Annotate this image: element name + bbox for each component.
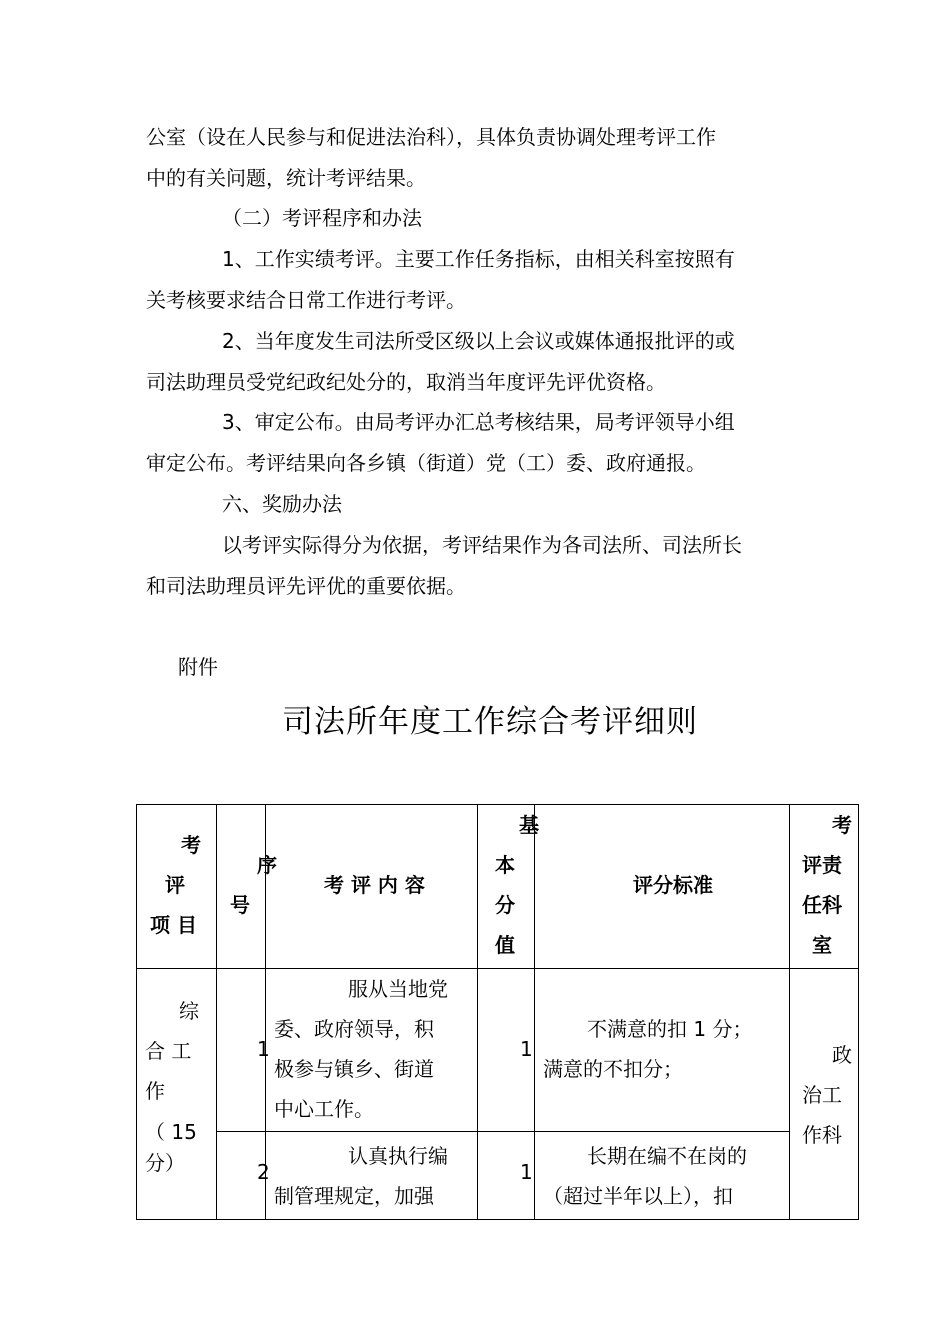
base-score-cell xyxy=(478,969,535,1132)
table-row xyxy=(137,969,859,1132)
content-cell xyxy=(266,969,478,1132)
content-text: 极参与镇乡、街道 xyxy=(274,1057,434,1081)
header-category-text: 考 xyxy=(181,833,201,857)
header-content xyxy=(266,805,478,969)
paragraph-line: 司法助理员受党纪政纪处分的，取消当年度评先评优资格。 xyxy=(146,370,666,394)
header-base-text: 本 xyxy=(495,853,515,877)
category-text: 分） xyxy=(145,1151,185,1175)
paragraph-line: 审定公布。考评结果向各乡镇（街道）党（工）委、政府通报。 xyxy=(146,451,706,475)
seq-text: 1 xyxy=(257,1037,270,1061)
header-seq xyxy=(217,805,277,969)
seq-text: 2 xyxy=(257,1160,270,1184)
category-text: 综 xyxy=(179,999,199,1023)
category-text: 合 工 xyxy=(145,1039,192,1063)
paragraph-line: 2、当年度发生司法所受区级以上会议或媒体通报批评的或 xyxy=(222,329,735,353)
header-standard xyxy=(535,805,790,969)
header-base-text: 基 xyxy=(519,813,539,837)
dept-text: 治工 xyxy=(802,1083,842,1107)
dept-text: 作科 xyxy=(802,1123,842,1147)
header-seq-text: 序 xyxy=(257,853,277,877)
paragraph-line: 以考评实际得分为依据，考评结果作为各司法所、司法所长 xyxy=(222,533,742,557)
content-text: 服从当地党 xyxy=(348,977,448,1001)
content-text: 认真执行编 xyxy=(348,1144,448,1168)
header-seq-text: 号 xyxy=(230,893,250,917)
evaluation-table xyxy=(136,804,859,1220)
section-heading: （二）考评程序和办法 xyxy=(222,206,422,230)
base-score-text: 1 xyxy=(520,1160,533,1184)
standard-text: 长期在编不在岗的 xyxy=(587,1144,747,1168)
standard-text: 不满意的扣 1 分； xyxy=(587,1017,753,1041)
content-text: 委、政府领导，积 xyxy=(274,1017,434,1041)
table-header-row xyxy=(137,805,859,969)
paragraph-line: 1、工作实绩考评。主要工作任务指标，由相关科室按照有 xyxy=(222,247,735,271)
header-standard-text: 评分标准 xyxy=(633,873,713,897)
paragraph-line: 公室（设在人民参与和促进法治科），具体负责协调处理考评工作 xyxy=(146,125,716,149)
attachment-label: 附件 xyxy=(178,655,218,679)
header-content-text: 考 评 内 容 xyxy=(324,873,425,897)
seq-cell xyxy=(217,969,270,1132)
category-text: 作 xyxy=(145,1079,165,1103)
header-base-text: 值 xyxy=(495,933,515,957)
paragraph-line: 中的有关问题，统计考评结果。 xyxy=(146,166,426,190)
paragraph-line: 3、审定公布。由局考评办汇总考核结果，局考评领导小组 xyxy=(222,410,735,434)
header-base-text: 分 xyxy=(495,893,515,917)
dept-text: 政 xyxy=(832,1043,852,1067)
paragraph-line: 关考核要求结合日常工作进行考评。 xyxy=(146,288,466,312)
category-cell xyxy=(137,969,217,1220)
header-dept-text: 任科 xyxy=(802,893,842,917)
seq-cell xyxy=(217,1132,270,1220)
content-text: 制管理规定，加强 xyxy=(274,1184,434,1208)
header-base-score xyxy=(478,805,539,969)
paragraph-line: 和司法助理员评先评优的重要依据。 xyxy=(146,574,466,598)
content-cell xyxy=(266,1132,478,1220)
header-dept-text: 考 xyxy=(832,813,852,837)
header-category xyxy=(137,805,217,969)
standard-cell xyxy=(535,969,790,1132)
standard-text: （超过半年以上），扣 xyxy=(543,1184,733,1208)
header-dept-text: 室 xyxy=(812,933,832,957)
document-title: 司法所年度工作综合考评细则 xyxy=(282,704,698,740)
base-score-text: 1 xyxy=(520,1037,533,1061)
header-category-text: 项 目 xyxy=(150,913,197,937)
category-text: （ 15 xyxy=(145,1120,197,1144)
section-heading: 六、奖励办法 xyxy=(222,492,342,516)
header-category-text: 评 xyxy=(165,873,185,897)
dept-cell xyxy=(790,969,859,1220)
content-text: 中心工作。 xyxy=(274,1097,374,1121)
header-dept-text: 评责 xyxy=(802,853,842,877)
base-score-cell xyxy=(478,1132,535,1220)
table-row xyxy=(137,1132,859,1220)
standard-text: 满意的不扣分； xyxy=(543,1057,683,1081)
header-dept xyxy=(790,805,859,969)
standard-cell xyxy=(535,1132,790,1220)
